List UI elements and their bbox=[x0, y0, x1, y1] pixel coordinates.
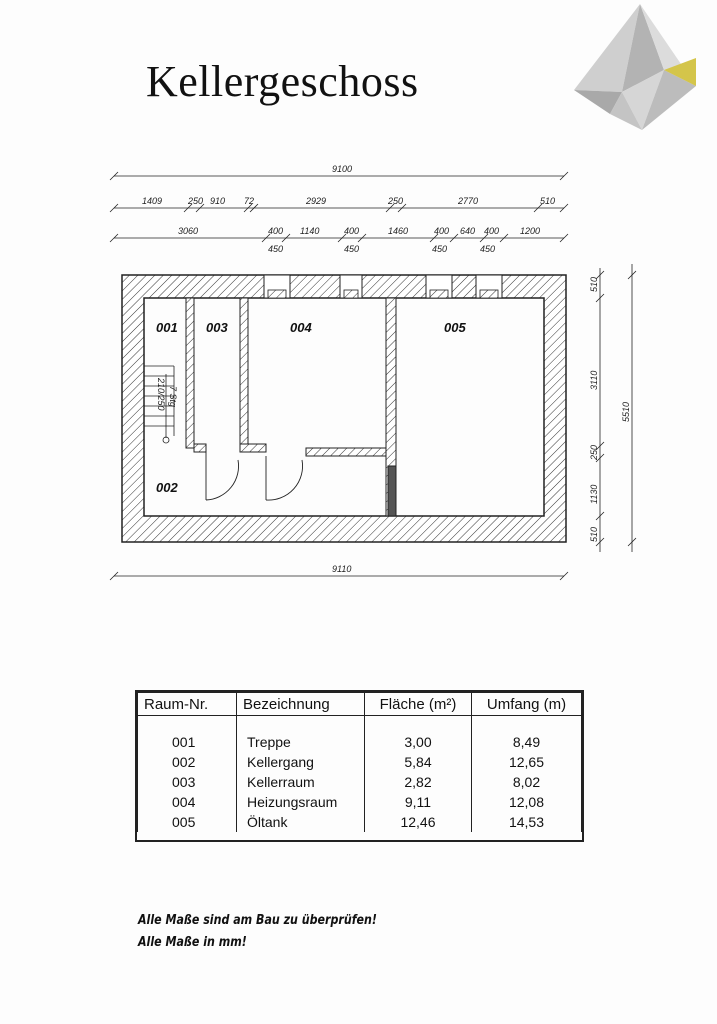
dim-1200: 1200 bbox=[520, 226, 541, 236]
cell-perimeter: 14,53 bbox=[471, 812, 581, 832]
room-table-frame bbox=[135, 690, 584, 842]
dim-640: 640 bbox=[460, 226, 476, 236]
dim-450-a: 450 bbox=[268, 244, 284, 254]
table-row bbox=[138, 752, 582, 772]
dim-2929: 2929 bbox=[306, 196, 327, 206]
cell-room-number: 003 bbox=[138, 772, 237, 792]
table-header-row bbox=[138, 693, 582, 716]
cell-designation: Treppe bbox=[237, 732, 365, 752]
dim-overall-bottom: 9110 bbox=[332, 564, 352, 574]
table-row bbox=[138, 732, 582, 752]
doors bbox=[206, 452, 303, 500]
dim-910: 910 bbox=[210, 196, 226, 206]
dim-250-a: 250 bbox=[188, 196, 204, 206]
cell-designation: Heizungsraum bbox=[237, 792, 365, 812]
dim-right-250: 250 bbox=[589, 444, 599, 460]
cell-area: 5,84 bbox=[364, 752, 471, 772]
cell-perimeter: 8,02 bbox=[471, 772, 581, 792]
table-row bbox=[138, 772, 582, 792]
cell-designation: Kellerraum bbox=[237, 772, 365, 792]
dimension-line-overall-bottom bbox=[110, 564, 568, 580]
header-perimeter: Umfang (m) bbox=[471, 693, 581, 716]
table-spacer-row bbox=[138, 716, 582, 733]
dimension-line-row2 bbox=[110, 226, 568, 254]
dim-510: 510 bbox=[540, 196, 556, 206]
cell-area: 2,82 bbox=[364, 772, 471, 792]
triangle-pyramid-logo-icon bbox=[572, 0, 697, 134]
cell-designation: Öltank bbox=[237, 812, 365, 832]
page-title: Kellergeschoss bbox=[146, 57, 419, 106]
dim-1140: 1140 bbox=[300, 226, 320, 236]
note-check-dimensions: Alle Maße sind am Bau zu überprüfen! bbox=[138, 913, 377, 928]
cell-room-number: 004 bbox=[138, 792, 237, 812]
dim-450-d: 450 bbox=[480, 244, 496, 254]
header-designation: Bezeichnung bbox=[237, 693, 365, 716]
dim-450-b: 450 bbox=[344, 244, 360, 254]
room-label-002: 002 bbox=[156, 480, 178, 495]
table-row bbox=[138, 812, 582, 832]
dim-250-b: 250 bbox=[388, 196, 404, 206]
dim-400-c: 400 bbox=[434, 226, 450, 236]
dim-overall-top: 9100 bbox=[332, 164, 353, 174]
dim-right-510-top: 510 bbox=[589, 276, 599, 292]
dim-2770: 2770 bbox=[458, 196, 479, 206]
cell-room-number: 002 bbox=[138, 752, 237, 772]
dim-450-c: 450 bbox=[432, 244, 448, 254]
room-table bbox=[137, 692, 582, 832]
cell-room-number: 005 bbox=[138, 812, 237, 832]
cell-room-number: 001 bbox=[138, 732, 237, 752]
cell-area: 9,11 bbox=[364, 792, 471, 812]
dimension-line-row1 bbox=[110, 196, 568, 212]
dim-right-1130: 1130 bbox=[589, 484, 599, 504]
room-label-005: 005 bbox=[444, 320, 466, 335]
stair-steps-label: 7 Stg bbox=[168, 386, 178, 408]
dim-right-3110: 3110 bbox=[589, 370, 599, 390]
table-row bbox=[138, 792, 582, 812]
dim-400-d: 400 bbox=[484, 226, 500, 236]
dim-right-510-bottom: 510 bbox=[589, 526, 599, 542]
room-label-001: 001 bbox=[156, 320, 178, 335]
cell-perimeter: 8,49 bbox=[471, 732, 581, 752]
dim-400-a: 400 bbox=[268, 226, 284, 236]
header-area: Fläche (m²) bbox=[364, 693, 471, 716]
stair-size-label: 210/250 bbox=[156, 378, 166, 411]
room-label-003: 003 bbox=[206, 320, 228, 335]
notes-block bbox=[138, 910, 377, 954]
cell-perimeter: 12,65 bbox=[471, 752, 581, 772]
dim-400-b: 400 bbox=[344, 226, 360, 236]
dim-72: 72 bbox=[244, 196, 255, 206]
header-room-number: Raum-Nr. bbox=[138, 693, 237, 716]
cell-perimeter: 12,08 bbox=[471, 792, 581, 812]
note-units: Alle Maße in mm! bbox=[138, 935, 247, 950]
dimension-line-overall-top bbox=[110, 164, 568, 180]
cell-area: 3,00 bbox=[364, 732, 471, 752]
room-label-004: 004 bbox=[290, 320, 312, 335]
cell-designation: Kellergang bbox=[237, 752, 365, 772]
dim-right-total: 5510 bbox=[621, 401, 631, 422]
dim-1409: 1409 bbox=[142, 196, 163, 206]
dim-1460: 1460 bbox=[388, 226, 409, 236]
floor-plan bbox=[100, 160, 660, 590]
dim-3060: 3060 bbox=[178, 226, 199, 236]
cell-area: 12,46 bbox=[364, 812, 471, 832]
